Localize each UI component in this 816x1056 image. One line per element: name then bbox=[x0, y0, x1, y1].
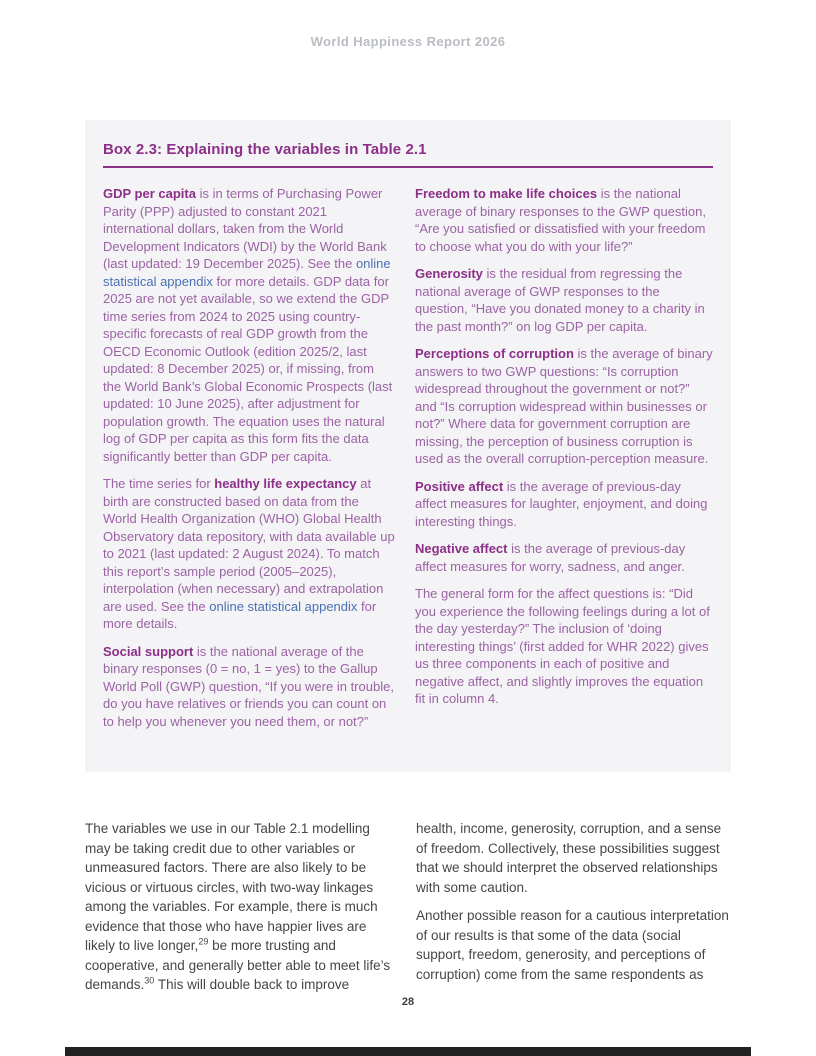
paragraph-healthy-life-expectancy bbox=[103, 475, 395, 633]
paragraph-same-respondents bbox=[416, 906, 731, 984]
text-segment: 29 bbox=[198, 936, 209, 947]
body-text bbox=[85, 819, 731, 995]
box-title-rule bbox=[103, 166, 713, 168]
online-statistical-appendix-link[interactable]: online statistical appendix bbox=[209, 598, 358, 614]
body-right-column bbox=[416, 819, 731, 995]
next-page-edge bbox=[65, 1047, 751, 1056]
text-segment: is the average of binary answers to two GWP questions: “Is corruption widespread throughout the government or not?” and “Is corruption widespread within businesses or not?” Where data for government corruption are missing, the perception of business corruption is used as the overall corruption-perception measure. bbox=[415, 346, 713, 466]
paragraph-affect-questions bbox=[415, 585, 713, 708]
online-statistical-appendix-link[interactable]: online statistical appendix bbox=[103, 256, 391, 289]
box-columns bbox=[103, 185, 713, 730]
text-segment: is in terms of Purchasing Power Parity (PPP) adjusted to constant 2021 international dollars, taken from the World Development Indicators (WDI) by the World Bank (last updated: 19 December 2025). See the bbox=[103, 186, 387, 271]
text-segment: is the national average of the binary responses (0 = no, 1 = yes) to the Gallup World Poll (GWP) question, “If you were in trouble, do you have relatives or friends you can count on to help you whenever you need them, or not?” bbox=[103, 643, 394, 729]
bold-term: healthy life expectancy bbox=[214, 476, 357, 491]
bold-term: GDP per capita bbox=[103, 186, 196, 201]
text-segment: The variables we use in our Table 2.1 modelling may be taking credit due to other variables or unmeasured factors. There are also likely to be vicious or virtuous circles, with two-way linkages among the variables. For example, there is much evidence that those who have happier lives are likely to live longer, bbox=[85, 821, 378, 953]
bold-term: Perceptions of corruption bbox=[415, 346, 574, 361]
paragraph-positive-affect bbox=[415, 478, 713, 531]
text-segment: Another possible reason for a cautious interpretation of our results is that some of the data (social support, freedom, generosity, and perceptions of corruption) come from the same respondents as bbox=[416, 908, 729, 982]
text-segment: The general form for the affect questions is: “Did you experience the following feelings during a lot of the day yesterday?” The inclusion of ‘doing interesting things’ (first added for WHR 2022) gives us three components in each of positive and negative affect, and slightly improves the equation fit in column 4. bbox=[415, 586, 710, 706]
paragraph-gdp-per-capita bbox=[103, 185, 395, 465]
paragraph-generosity bbox=[415, 265, 713, 335]
text-segment: be more trusting and cooperative, and generally better able to meet life’s demands. bbox=[85, 938, 391, 992]
box-2-3 bbox=[85, 120, 731, 772]
text-segment: for more details. bbox=[103, 598, 377, 631]
box-title: Box 2.3: Explaining the variables in Table 2.1 bbox=[103, 141, 427, 158]
paragraph-variables-credit bbox=[85, 819, 396, 995]
text-segment: This will double back to improve bbox=[154, 977, 350, 992]
page-number: 28 bbox=[401, 996, 415, 1008]
text-segment: at birth are constructed based on data from the World Health Organization (WHO) Global Health Observatory data repository, with data available up to 2021 (last updated: 2 August 2024). To match this report’s sample period (2005–2025), interpolation (when necessary) and extrapolation are used. See the bbox=[103, 476, 395, 614]
bold-term: Social support bbox=[103, 643, 194, 659]
text-segment: is the residual from regressing the national average of GWP responses to the question, “Have you donated money to a charity in the past month?” on log GDP per capita. bbox=[415, 266, 705, 334]
text-segment: 30 bbox=[144, 975, 155, 986]
paragraph-social-support bbox=[103, 643, 395, 731]
text-segment: is the average of previous-day affect measures for laughter, enjoyment, and doing interesting things. bbox=[415, 478, 708, 529]
box-right-column bbox=[415, 185, 713, 730]
paragraph-freedom bbox=[415, 185, 713, 255]
text-segment: health, income, generosity, corruption, and a sense of freedom. Collectively, these possibilities suggest that we should interpret the observed relationships with some caution. bbox=[416, 821, 722, 895]
text-segment: is the average of previous-day affect measures for worry, sadness, and anger. bbox=[415, 541, 686, 574]
text-segment: is the national average of binary responses to the GWP question, “Are you satisfied or dissatisfied with your freedom to choose what you do with your life?” bbox=[415, 186, 706, 254]
running-header: World Happiness Report 2026 bbox=[310, 34, 506, 49]
body-left-column bbox=[85, 819, 396, 995]
box-left-column bbox=[103, 185, 395, 730]
text-segment: for more details. GDP data for 2025 are not yet available, so we extend the GDP time series from 2024 to 2025 using country-specific forecasts of real GDP growth from the OECD Economic Outlook (edition 2025/2, last updated: 8 December 2025) or, if missing, from the World Bank’s Global Economic Prospects (last updated: 10 June 2025), after adjustment for population growth. The equation uses the natural log of GDP per capita as this form fits the data significantly better than GDP per capita. bbox=[103, 273, 393, 464]
bold-term: Generosity bbox=[415, 266, 483, 281]
bold-term: Freedom to make life choices bbox=[415, 186, 598, 201]
bold-term: Positive affect bbox=[415, 478, 504, 494]
bold-term: Negative affect bbox=[415, 541, 508, 556]
text-segment: The time series for bbox=[103, 476, 215, 491]
paragraph-negative-affect bbox=[415, 540, 713, 575]
paragraph-perceptions-of-corruption bbox=[415, 345, 713, 468]
paragraph-caution bbox=[416, 819, 731, 897]
